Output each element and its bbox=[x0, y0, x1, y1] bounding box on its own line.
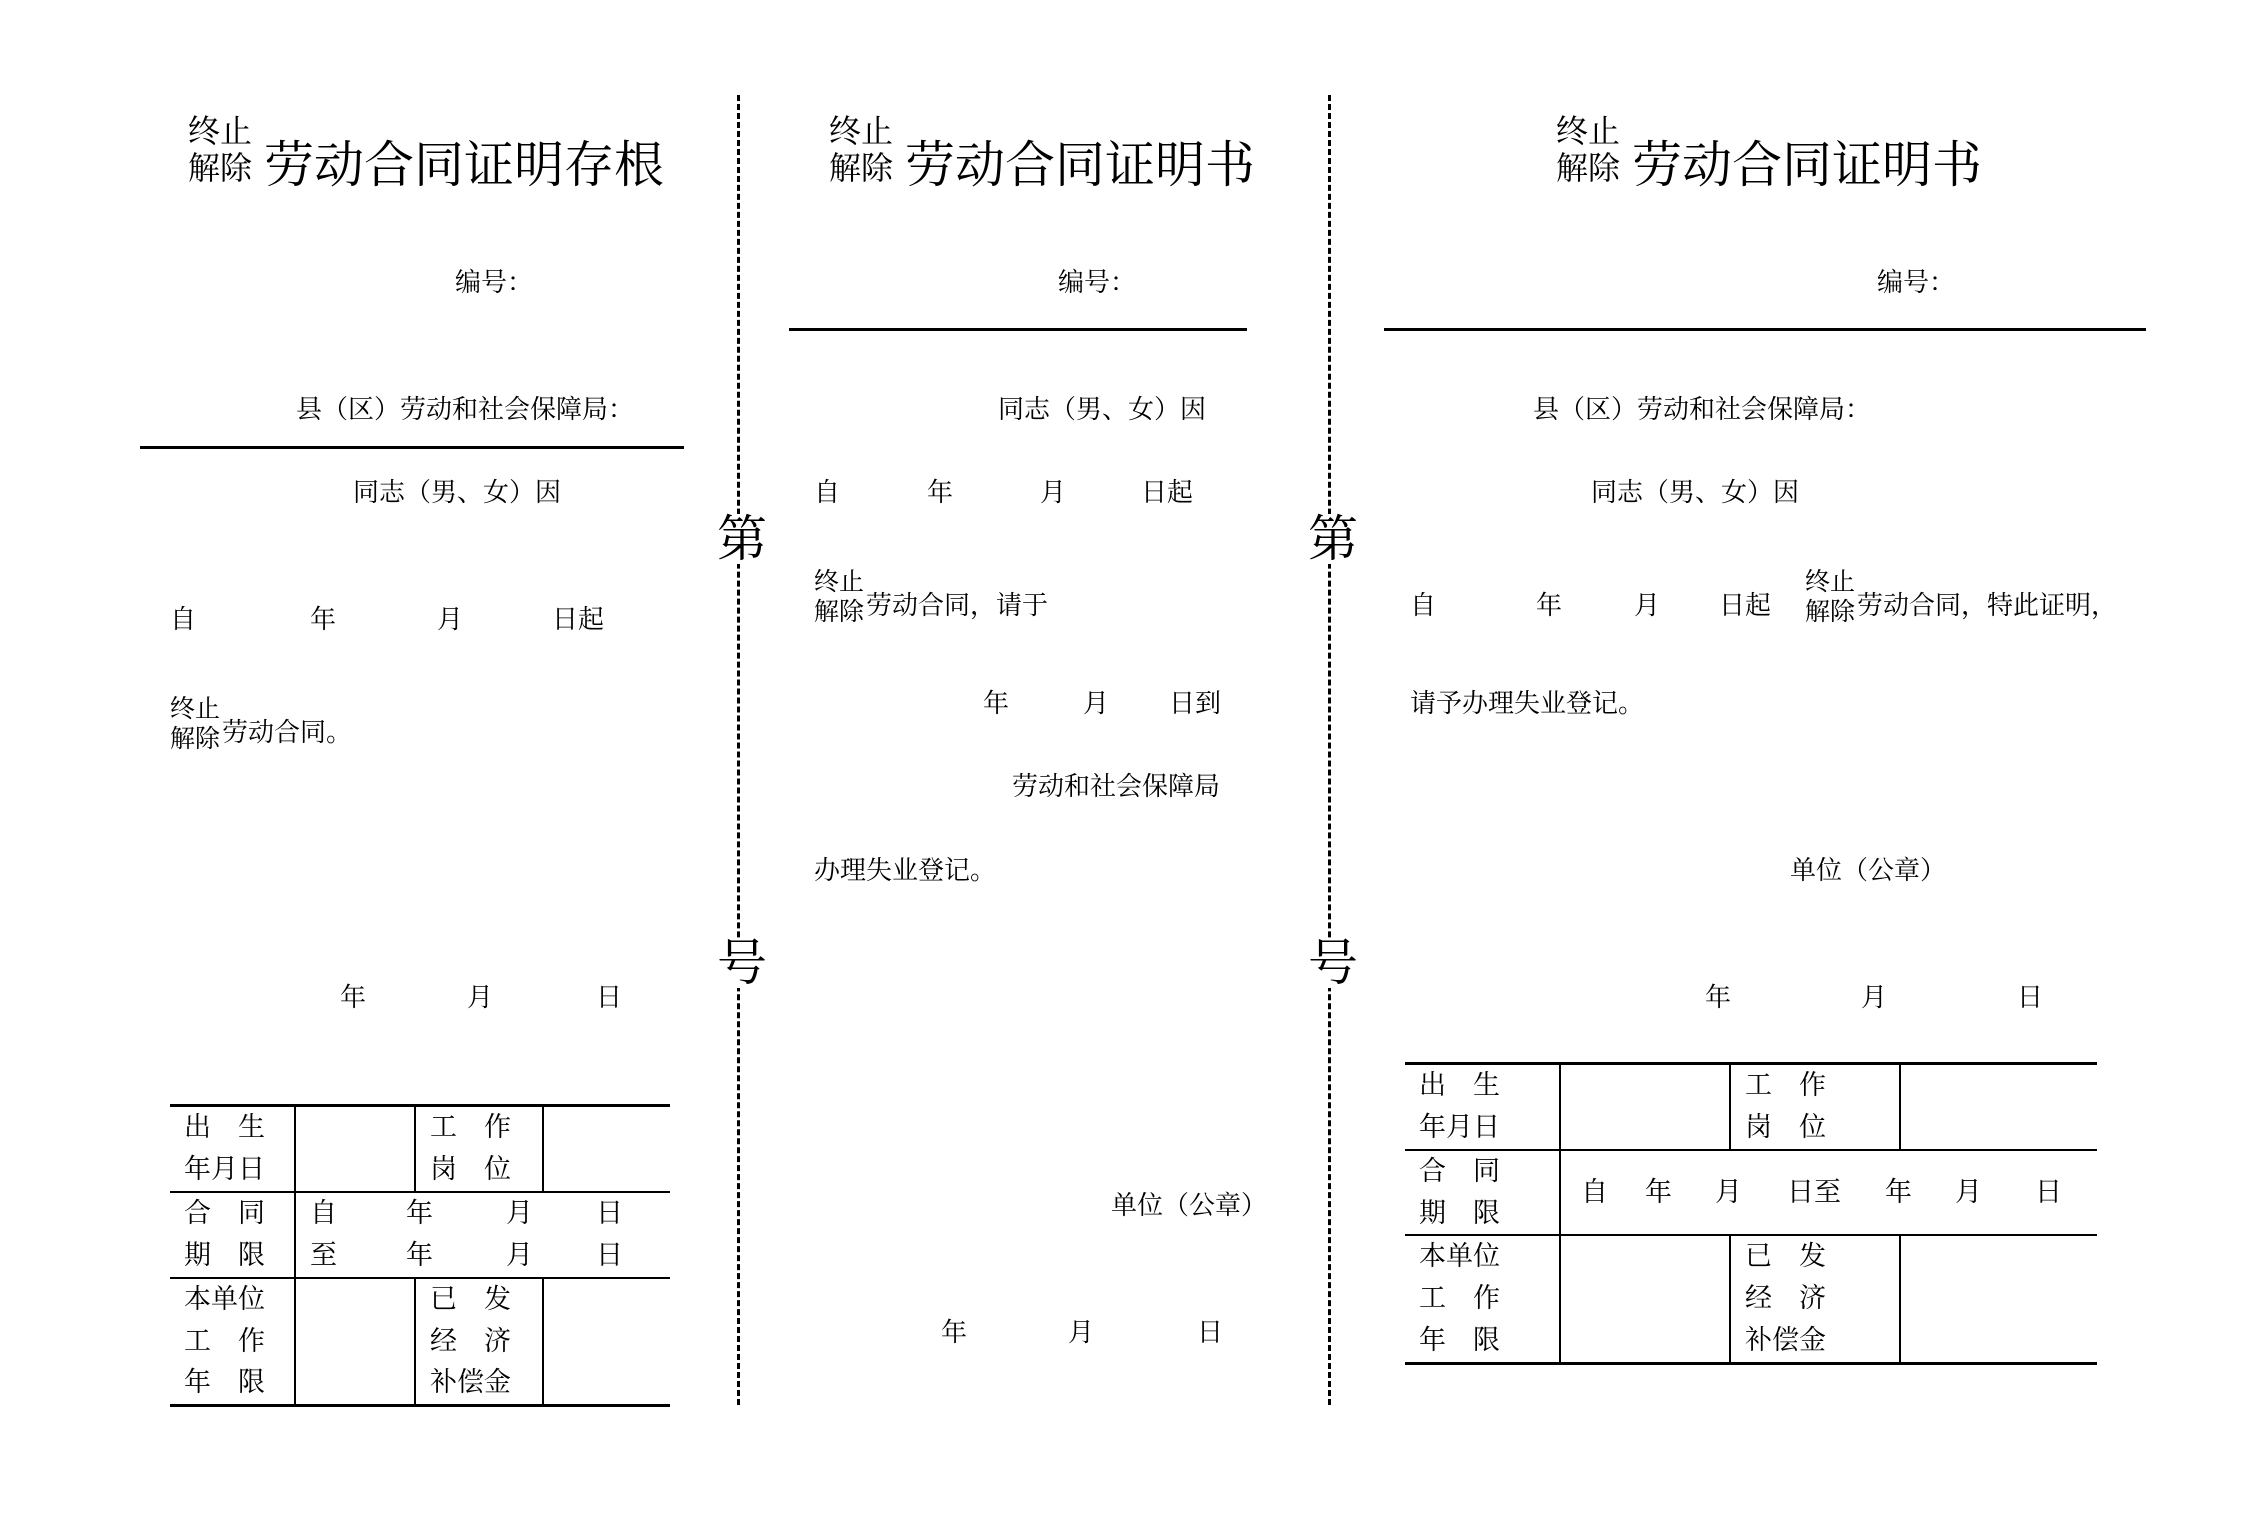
stub-term-label: 合 同 期 限 bbox=[184, 1197, 265, 1271]
table-row bbox=[170, 1106, 670, 1192]
stub-contract-end: 劳动合同。 bbox=[222, 718, 353, 748]
stub-post-value bbox=[543, 1106, 670, 1192]
cert1-month: 月 bbox=[1040, 478, 1067, 508]
cert1-date-year: 年 bbox=[941, 1318, 968, 1348]
cert1-year: 年 bbox=[927, 478, 954, 508]
perforation-2-di: 第 bbox=[1308, 510, 1358, 568]
table-row bbox=[1405, 1150, 2097, 1236]
cert2-birth-value bbox=[1560, 1064, 1730, 1150]
cert1-action-stack: 终止 解除 bbox=[814, 567, 865, 626]
cert2-action-stack: 终止 解除 bbox=[1805, 567, 1856, 626]
cert2-service-value bbox=[1560, 1235, 1730, 1363]
cert1-from: 自 bbox=[814, 478, 841, 508]
table-row bbox=[1405, 1064, 2097, 1150]
stub-bureau: 县（区）劳动和社会保障局： bbox=[296, 395, 635, 425]
perforation-2-hao: 号 bbox=[1308, 934, 1358, 992]
cert2-from: 自 bbox=[1410, 591, 1437, 621]
cert1-bureau: 劳动和社会保障局 bbox=[1012, 772, 1221, 802]
stub-birth-value bbox=[295, 1106, 415, 1192]
stub-divider bbox=[140, 446, 684, 449]
stub-action-stack: 终止 解除 bbox=[170, 694, 221, 753]
cert1-register: 办理失业登记。 bbox=[814, 856, 997, 886]
cert1-divider bbox=[789, 328, 1247, 331]
cert2-seal: 单位（公章） bbox=[1790, 856, 1947, 886]
stub-day-start: 日起 bbox=[552, 605, 605, 635]
cert2-date-year: 年 bbox=[1705, 983, 1732, 1013]
stub-title: 劳动合同证明存根 bbox=[264, 136, 664, 194]
stub-comrade: 同志（男、女）因 bbox=[353, 478, 562, 508]
cert2-number-label: 编号： bbox=[1877, 268, 1956, 298]
cert1-contract-please: 劳动合同，请于 bbox=[866, 591, 1049, 621]
cert2-register: 请予办理失业登记。 bbox=[1410, 689, 1645, 719]
cert1-date-month: 月 bbox=[1068, 1318, 1095, 1348]
stub-post-label: 工 作 岗 位 bbox=[415, 1106, 543, 1192]
cert2-year: 年 bbox=[1536, 591, 1563, 621]
cert1-to-year: 年 bbox=[983, 689, 1010, 719]
table-row bbox=[170, 1192, 670, 1278]
cert2-comp-label: 已 发 经 济 补偿金 bbox=[1730, 1235, 1900, 1363]
stub-date-month: 月 bbox=[467, 983, 494, 1013]
table-row bbox=[170, 1278, 670, 1406]
stub-date-day: 日 bbox=[596, 983, 623, 1013]
cert2-service-label: 本单位 工 作 年 限 bbox=[1419, 1241, 1500, 1357]
stub-birth-label: 出 生 年月日 bbox=[184, 1112, 265, 1185]
cert1-day-start: 日起 bbox=[1141, 478, 1194, 508]
cert1-to-month: 月 bbox=[1083, 689, 1110, 719]
cert2-birth-label: 出 生 年月日 bbox=[1419, 1070, 1500, 1143]
stub-comp-value bbox=[543, 1278, 670, 1406]
cert1-day-to: 日到 bbox=[1169, 689, 1222, 719]
stub-from: 自 bbox=[170, 605, 197, 635]
cert2-info-table bbox=[1405, 1062, 2097, 1365]
cert1-number-label: 编号： bbox=[1058, 268, 1137, 298]
perforation-1-di: 第 bbox=[717, 510, 767, 568]
stub-service-label: 本单位 工 作 年 限 bbox=[184, 1283, 265, 1399]
cert2-term-value: 自 年 月 日至 年 月 日 bbox=[1560, 1150, 2097, 1236]
stub-comp-label: 已 发 经 济 补偿金 bbox=[415, 1278, 543, 1406]
perforation-1-hao: 号 bbox=[717, 934, 767, 992]
table-row bbox=[1405, 1235, 2097, 1363]
stub-info-table bbox=[170, 1104, 670, 1407]
cert1-title: 劳动合同证明书 bbox=[905, 136, 1255, 194]
stub-term-value: 自 年 月 日 至 年 月 日 bbox=[295, 1192, 670, 1278]
cert1-seal: 单位（公章） bbox=[1111, 1191, 1268, 1221]
stub-year: 年 bbox=[310, 605, 337, 635]
stub-title-stack: 终止 解除 bbox=[188, 112, 253, 187]
cert2-month: 月 bbox=[1634, 591, 1661, 621]
perforation-line-2 bbox=[1328, 95, 1331, 1405]
cert2-contract-certify: 劳动合同，特此证明， bbox=[1857, 591, 2118, 621]
cert2-term-label: 合 同 期 限 bbox=[1419, 1155, 1500, 1229]
cert2-date-day: 日 bbox=[2017, 983, 2044, 1013]
cert2-title: 劳动合同证明书 bbox=[1632, 136, 1982, 194]
cert2-post-value bbox=[1900, 1064, 2097, 1150]
cert2-bureau: 县（区）劳动和社会保障局： bbox=[1533, 395, 1872, 425]
cert2-post-label: 工 作 岗 位 bbox=[1730, 1064, 1900, 1150]
cert2-day-start: 日起 bbox=[1719, 591, 1772, 621]
stub-service-value bbox=[295, 1278, 415, 1406]
stub-date-year: 年 bbox=[340, 983, 367, 1013]
cert1-comrade: 同志（男、女）因 bbox=[998, 395, 1207, 425]
stub-month: 月 bbox=[437, 605, 464, 635]
cert1-date-day: 日 bbox=[1197, 1318, 1224, 1348]
cert2-comp-value bbox=[1900, 1235, 2097, 1363]
cert2-divider bbox=[1384, 328, 2146, 331]
perforation-line-1 bbox=[737, 95, 740, 1405]
stub-number-label: 编号： bbox=[455, 268, 534, 298]
cert2-title-stack: 终止 解除 bbox=[1556, 112, 1621, 187]
cert1-title-stack: 终止 解除 bbox=[829, 112, 894, 187]
cert2-date-month: 月 bbox=[1861, 983, 1888, 1013]
cert2-comrade: 同志（男、女）因 bbox=[1591, 478, 1800, 508]
